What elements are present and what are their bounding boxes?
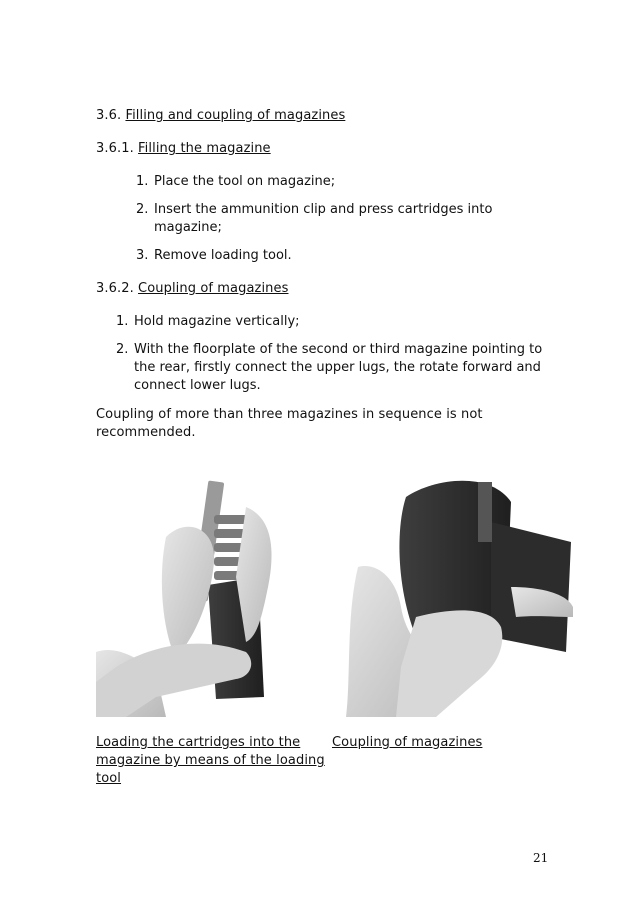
list-item: 1. Hold magazine vertically; (116, 314, 300, 329)
caption-loading: Loading the cartridges into the magazine by means of the loading tool (96, 735, 325, 786)
caption-coupling: Coupling of magazines (332, 735, 483, 750)
subsection-number: 3.6.1. (96, 141, 134, 156)
note-paragraph: Coupling of more than three magazines in sequence is not recommended. (96, 407, 483, 440)
section-heading (96, 107, 345, 125)
subsection-title: Coupling of magazines (138, 281, 289, 296)
loading-photo (96, 480, 272, 717)
subsection-title: Filling the magazine (138, 141, 271, 156)
subsection-number: 3.6.2. (96, 281, 134, 296)
section-number: 3.6. (96, 108, 122, 123)
filling-steps-list (136, 173, 516, 275)
magazine-photos (96, 467, 573, 717)
list-item: 3. Remove loading tool. (136, 248, 292, 263)
section-title: Filling and coupling of magazines (125, 108, 346, 123)
subsection-heading-filling (96, 140, 271, 158)
list-item: 2. With the floorplate of the second or third magazine pointing to the rear, firstly connect the upper lugs, the rotate forward and connect lower lugs. (116, 342, 543, 393)
coupling-steps-list (116, 313, 548, 405)
list-item: 2. Insert the ammunition clip and press cartridges into magazine; (136, 202, 493, 235)
list-item: 1. Place the tool on magazine; (136, 174, 336, 189)
subsection-heading-coupling (96, 280, 288, 298)
coupling-photo (346, 481, 573, 717)
page-number: 21 (533, 851, 549, 865)
